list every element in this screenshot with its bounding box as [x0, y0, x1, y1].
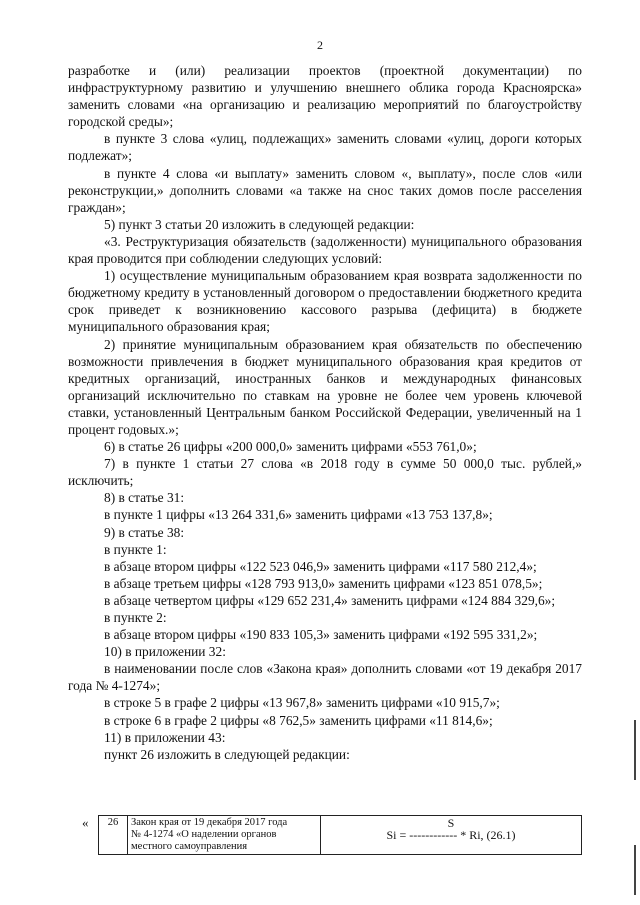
paragraph: «3. Реструктуризация обязательств (задолженности) муниципального образования края проводится при соблюдении следующих условий: — [68, 233, 582, 267]
paragraph: в абзаце втором цифры «190 833 105,3» заменить цифрами «192 595 331,2»; — [104, 627, 538, 643]
row-number-cell: 26 — [99, 816, 128, 855]
paragraph: в абзаце четвертом цифры «129 652 231,4» заменить цифрами «124 884 329,6»; — [104, 592, 556, 608]
law-line: Закон края от 19 декабря 2017 года — [131, 817, 288, 828]
paragraph: в пункте 1 цифры «13 264 331,6» заменить цифрами «13 753 137,8»; — [104, 507, 493, 523]
paragraph: 6) в статье 26 цифры «200 000,0» заменить цифрами «553 761,0»; — [104, 439, 477, 455]
paragraph: в пункте 2: — [104, 610, 167, 625]
margin-mark — [634, 845, 636, 895]
law-description-cell — [128, 816, 321, 855]
paragraph: 10) в приложении 32: — [104, 644, 226, 660]
paragraph: 8) в статье 31: — [104, 490, 185, 506]
margin-mark — [634, 720, 636, 780]
document-body — [68, 62, 582, 763]
formula-cell — [321, 816, 582, 855]
law-line: № 4-1274 «О наделении органов — [131, 829, 277, 840]
paragraph: в пункте 1: — [104, 541, 167, 557]
paragraph: 5) пункт 3 статьи 20 изложить в следующей редакции: — [104, 216, 415, 232]
paragraph: в строке 6 в графе 2 цифры «8 762,5» заменить цифрами «11 814,6»; — [104, 712, 493, 728]
law-line: местного самоуправления — [131, 841, 248, 852]
paragraph: в наименовании после слов «Закона края» дополнить словами «от 19 декабря 2017 года № 4-1274»; — [68, 661, 582, 694]
paragraph: в пункте 3 слова «улиц, подлежащих» заменить словами «улиц, дороги которых подлежат»; — [68, 131, 582, 164]
paragraph: в пункте 4 слова «и выплату» заменить словом «, выплату», после слов «или реконструкции,» дополнить словами «а также на снос таких домов после расселения граждан»; — [68, 165, 582, 215]
paragraph: в абзаце третьем цифры «128 793 913,0» заменить цифрами «123 851 078,5»; — [104, 575, 543, 591]
opening-quote: « — [82, 815, 89, 830]
paragraph: 7) в пункте 1 статьи 27 слова «в 2018 году в сумме 50 000,0 тыс. рублей,» исключить; — [68, 456, 582, 489]
table-row — [99, 816, 582, 855]
paragraph: 11) в приложении 43: — [104, 729, 226, 745]
paragraph: в абзаце втором цифры «122 523 046,9» заменить цифрами «117 580 212,4»; — [104, 558, 537, 574]
paragraph: 9) в статье 38: — [104, 524, 185, 540]
page-number: 2 — [317, 38, 323, 52]
amendment-table — [98, 815, 582, 855]
paragraph: 1) осуществление муниципальным образованием края возврата задолженности по бюджетному кредиту в установленный договором о предоставлении бюджетного кредита срок приведет к возникновению кассового разрыва (дефицита) в бюджете муниципального образования края; — [68, 268, 582, 335]
paragraph: разработке и (или) реализации проектов (проектной документации) по инфраструктурному развитию и улучшению внешнего облика города Красноярска» заменить словами «на организацию и реализацию мероприятий по благоустройству городской среды»; — [68, 63, 582, 130]
amendment-table-block — [68, 815, 582, 867]
formula-expression: Si = ------------ * Ri, (26.1) — [386, 828, 516, 842]
formula-numerator: S — [447, 816, 455, 830]
paragraph: пункт 26 изложить в следующей редакции: — [104, 746, 350, 762]
paragraph: 2) принятие муниципальным образованием края обязательств по обеспечению возможности привлечения в бюджет муниципального образования края кредитов от кредитных организаций, иностранных банков и международных финансовых организаций исключительно по ставкам на уровне не более чем уровень ключевой ставки, установленный Центральным банком Российской Федерации, увеличенный на 1 процент годовых.»; — [68, 336, 582, 437]
paragraph: в строке 5 в графе 2 цифры «13 967,8» заменить цифрами «10 915,7»; — [104, 695, 500, 711]
